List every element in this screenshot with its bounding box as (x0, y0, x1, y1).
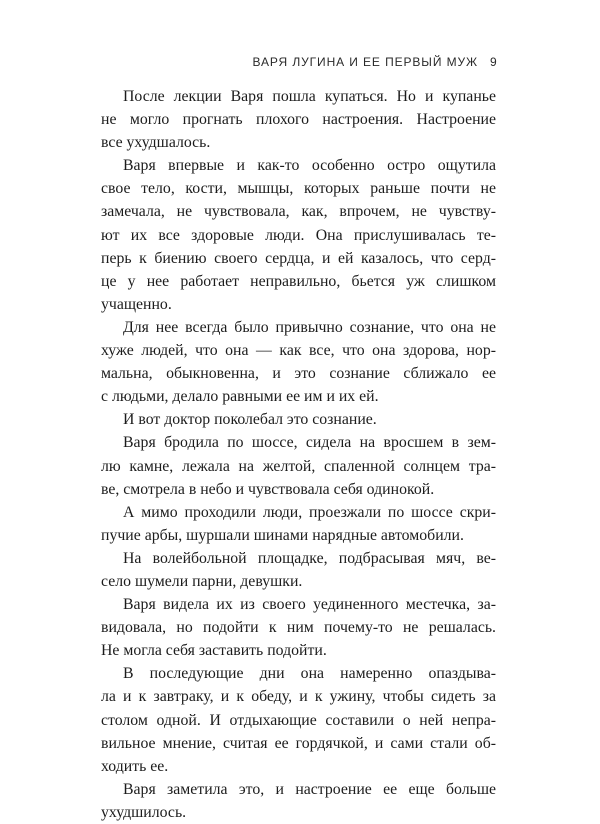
running-header (0, 44, 600, 70)
paragraph (101, 408, 496, 431)
text-line: с людьми, делало равными ее им и их ей. (101, 388, 379, 406)
body-text (101, 85, 496, 824)
paragraph (101, 316, 496, 408)
paragraph (101, 501, 496, 547)
text-line: лю камне, лежала на желтой, спаленной солнцем тра- (101, 457, 496, 475)
text-line: Варя бродила по шоссе, сидела на вросшем в зем- (123, 434, 496, 452)
paragraph (101, 547, 496, 593)
page-number: 9 (490, 55, 497, 69)
paragraph (101, 154, 496, 316)
text-line: Варя впервые и как-то особенно остро ощутила (123, 157, 496, 175)
running-title: ВАРЯ ЛУГИНА И ЕЕ ПЕРВЫЙ МУЖ (252, 55, 478, 69)
text-line: И вот доктор поколебал это сознание. (123, 411, 377, 429)
text-line: видовала, но подойти к ним почему-то не решалась. (101, 619, 496, 637)
text-line: свое тело, кости, мышцы, которых раньше почти не (101, 180, 496, 198)
paragraph (101, 778, 496, 824)
text-line: Варя заметила это, и настроение ее еще больше (123, 780, 496, 798)
text-line: А мимо проходили люди, проезжали по шоссе скри- (123, 503, 496, 521)
text-line: ходить ее. (101, 757, 169, 775)
text-line: це у нее работает неправильно, бьется уж слишком (101, 272, 496, 290)
text-line: Варя видела их из своего уединенного местечка, за- (123, 596, 496, 614)
text-line: учащенно. (101, 295, 172, 313)
text-line: перь к биению своего сердца, и ей казалось, что серд- (101, 249, 496, 267)
text-line: не могло прогнать плохого настроения. Настроение (101, 111, 496, 129)
text-line: столом одной. И отдыхающие составили о ней непра- (101, 711, 496, 729)
paragraph (101, 662, 496, 777)
paragraph (101, 431, 496, 500)
text-line: хуже людей, что она — как все, что она здорова, нор- (101, 342, 496, 360)
text-line: Не могла себя заставить подойти. (101, 642, 327, 660)
text-line: мальна, обыкновенна, и это сознание сближало ее (101, 365, 496, 383)
text-line: ют их все здоровые люди. Она прислушивалась те- (101, 226, 496, 244)
paragraph (101, 593, 496, 662)
text-line: село шумели парни, девушки. (101, 572, 303, 590)
text-line: замечала, не чувствовала, как, впрочем, не чувству- (101, 203, 496, 221)
text-line: вильное мнение, считая ее гордячкой, и сами стали об- (101, 734, 496, 752)
text-line: В последующие дни она намеренно опаздыва- (123, 665, 496, 683)
text-line: все ухудшалось. (101, 134, 211, 152)
text-line: ухудшилось. (101, 803, 187, 821)
text-line: Для нее всегда было привычно сознание, что она не (123, 318, 496, 336)
text-line: ла и к завтраку, и к обеду, и к ужину, чтобы сидеть за (101, 688, 496, 706)
text-line: На волейбольной площадке, подбрасывая мяч, ве- (123, 549, 496, 567)
text-line: пучие арбы, шуршали шинами нарядные автомобили. (101, 526, 464, 544)
paragraph (101, 85, 496, 154)
text-line: ве, смотрела в небо и чувствовала себя одинокой. (101, 480, 435, 498)
text-line: После лекции Варя пошла купаться. Но и купанье (123, 88, 496, 105)
